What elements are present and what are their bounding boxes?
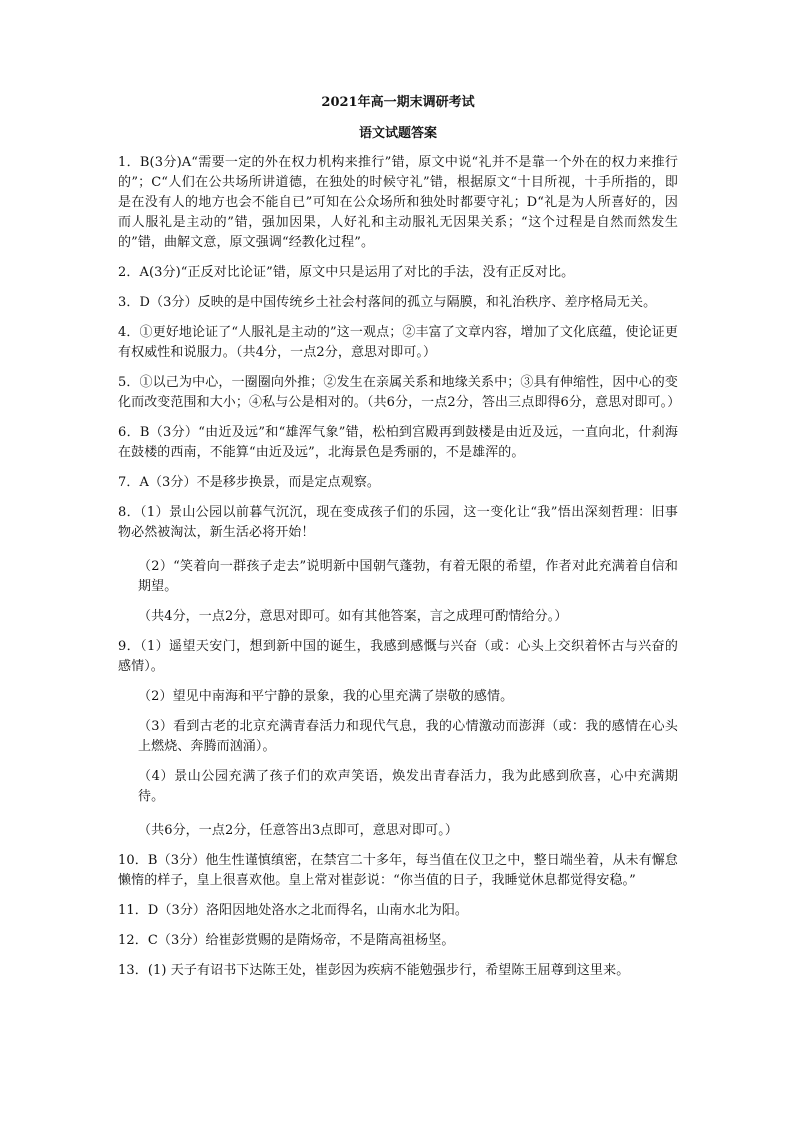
answer-key-title: 语文试题答案: [358, 126, 437, 141]
answer-sheet-page: [118, 94, 681, 991]
answer-9-scoring-note: （共6分，一点2分，任意答出3点即可，意思对即可。）: [138, 823, 458, 838]
answer-10: 10．B（3分）他生性谨慎缜密，在禁宫二十多年，每当值在仪卫之中，整日端坐着，从未有懈怠懒惰的样子，皇上很喜欢他。皇上常对崔彭说：“你当值的日子，我睡觉休息都觉得安稳。”: [118, 853, 678, 888]
answer-12: 12．C（3分）给崔彭赏赐的是隋炀帝，不是隋高祖杨坚。: [118, 933, 455, 948]
answer-11: 11．D（3分）洛阳因地处洛水之北而得名，山南水北为阳。: [118, 903, 469, 918]
answer-5: 5．①以己为中心，一圈圈向外推；②发生在亲属关系和地缘关系中；③具有伸缩性，因中心的变化而改变范围和大小；④私与公是相对的。（共6分，一点2分，答出三点即得6分，意思对即可。）: [118, 375, 681, 410]
answer-9-part-3: （3）看到古老的北京充满青春活力和现代气息，我的心情激动而澎湃（或：我的感情在心头上燃烧、奔腾而汹涌）。: [138, 719, 678, 754]
answer-8-scoring-note: （共4分，一点2分，意思对即可。如有其他答案，言之成理可酌情给分。）: [138, 609, 568, 624]
answer-4: 4．①更好地论证了“人服礼是主动的”这一观点；②丰富了文章内容，增加了文化底蕴，使论证更有权威性和说服力。（共4分，一点2分，意思对即可。）: [118, 325, 678, 360]
answer-8-part-2: （2）“笑着向一群孩子走去”说明新中国朝气蓬勃，有着无限的希望，作者对此充满着自信和期望。: [138, 559, 678, 594]
answer-2: 2．A(3分)“正反对比论证”错，原文中只是运用了对比的手法，没有正反对比。: [118, 265, 575, 280]
exam-title: 2021年高一期末调研考试: [321, 95, 475, 110]
answer-9-part-4: （4）景山公园充满了孩子们的欢声笑语，焕发出青春活力，我为此感到欣喜，心中充满期待。: [138, 769, 678, 804]
answer-1: 1．B(3分)A“需要一定的外在权力机构来推行”错，原文中说“礼并不是靠一个外在的权力来推行的”；C“人们在公共场所讲道德，在独处的时候守礼”错，根据原文“十目所视，十手所指的，即是在没有人的地方也会不能自已”可知在公众场所和独处时都要守礼；D“礼是为人所喜好的，因而人服礼是主动的”错，强加因果，人好礼和主动服礼无因果关系；“这个过程是自然而然发生的”错，曲解文意，原文强调“经教化过程”。: [118, 155, 678, 250]
answer-6: 6．B（3分）“由近及远”和“雄浑气象”错，松柏到宫殿再到鼓楼是由近及远，一直向北，什刹海在鼓楼的西南，不能算“由近及远”，北海景色是秀丽的，不是雄浑的。: [118, 425, 678, 460]
answer-8-part-1: 8．（1）景山公园以前暮气沉沉，现在变成孩子们的乐园，这一变化让“我”悟出深刻哲理：旧事物必然被淘汰，新生活必将开始！: [118, 505, 678, 540]
answer-13-part-1: 13．(1) 天子有诏书下达陈王处，崔彭因为疾病不能勉强步行，希望陈王屈尊到这里来。: [118, 963, 630, 978]
answer-9-part-2: （2）望见中南海和平宁静的景象，我的心里充满了崇敬的感情。: [138, 689, 514, 704]
answer-3: 3．D（3分）反映的是中国传统乡土社会村落间的孤立与隔膜，和礼治秩序、差序格局无关。: [118, 295, 657, 310]
answer-7: 7．A（3分）不是移步换景，而是定点观察。: [118, 475, 381, 490]
answer-9-part-1: 9．（1）遥望天安门，想到新中国的诞生，我感到感慨与兴奋（或：心头上交织着怀古与兴奋的感情）。: [118, 639, 678, 674]
